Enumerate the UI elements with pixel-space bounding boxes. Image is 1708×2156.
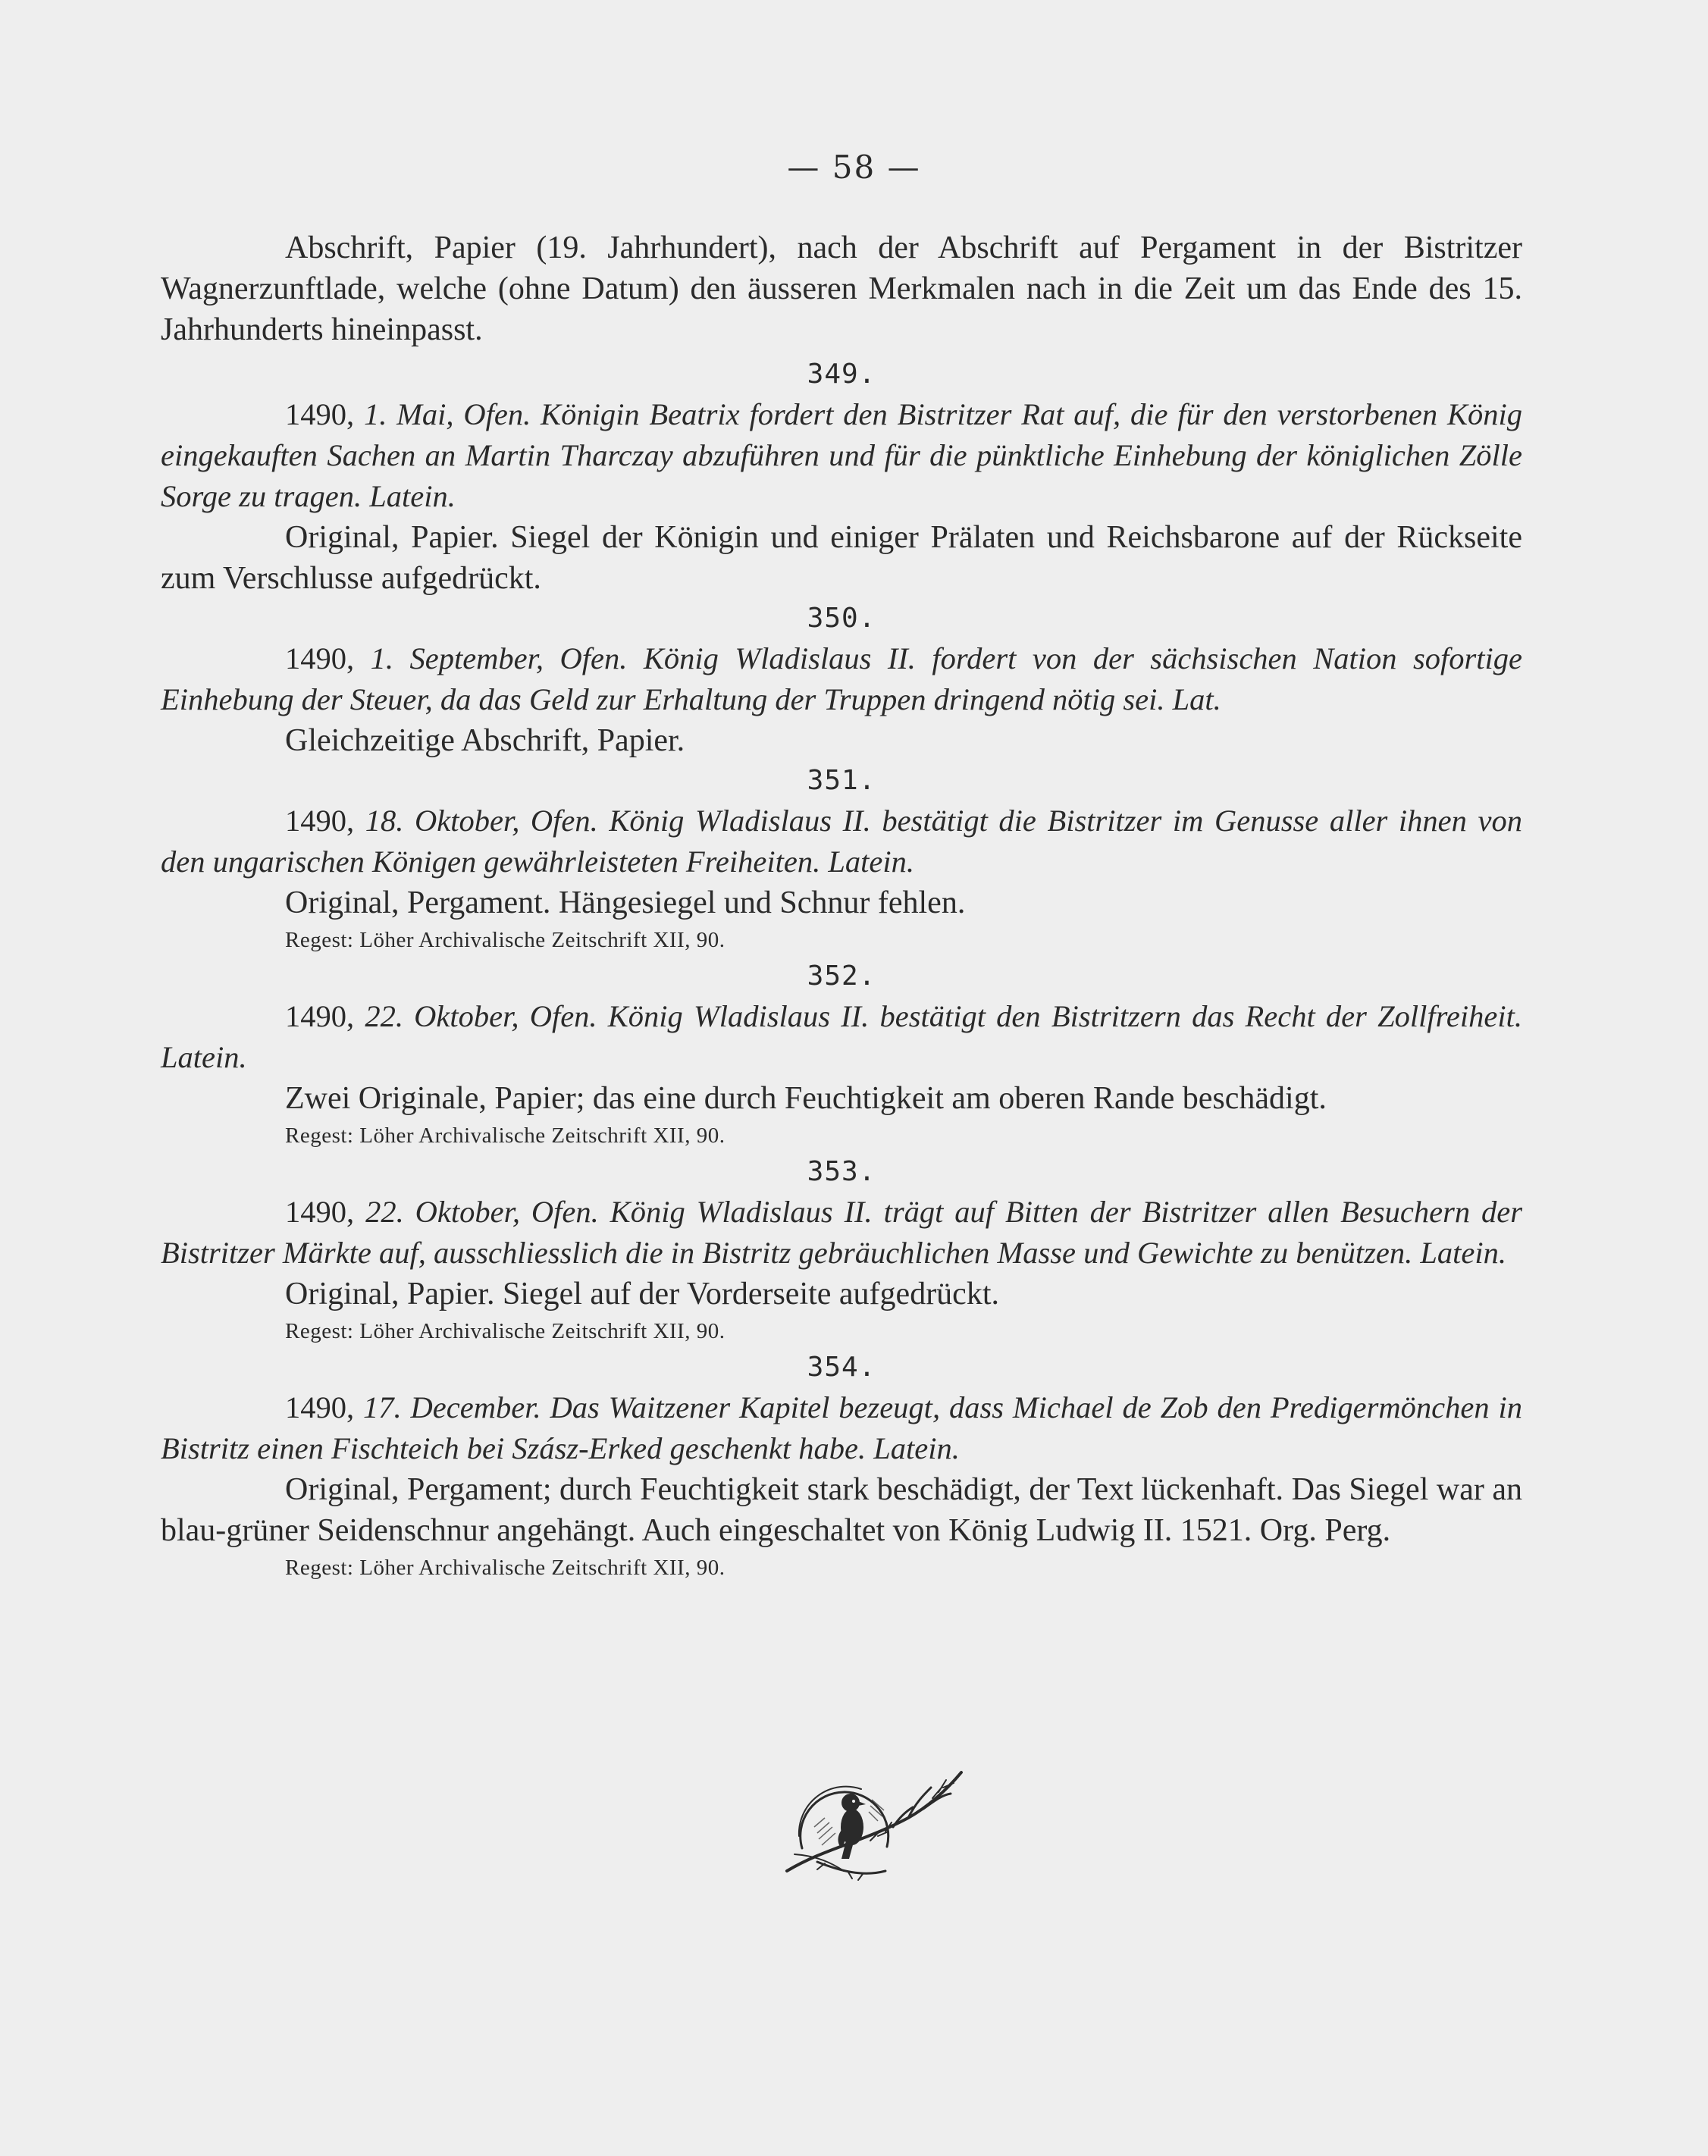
entry-summary: 18. Oktober, Ofen. König Wladislaus II. bestätigt die Bistritzer im Genusse aller ihnen von den ungarischen Königen gewährleisteten Freiheiten. Latein. — [161, 804, 1522, 879]
entry-description: Original, Pergament; durch Feuchtigkeit stark beschädigt, der Text lückenhaft. Das Siegel war an blau-grüner Seidenschnur angehängt. Auch eingeschaltet von König Ludwig II. 1521. Org. Perg. — [161, 1472, 1522, 1548]
entry-regest: Regest: Löher Archivalische Zeitschrift XII, 90. — [285, 1556, 726, 1580]
entry-number: 353. — [807, 1156, 876, 1187]
page-number: — 58 — — [787, 149, 921, 186]
entry-summary: 1. September, Ofen. König Wladislaus II. fordert von der sächsischen Nation sofortige Einhebung der Steuer, da das Geld zur Erhaltung der Truppen dringend nötig sei. Lat. — [161, 641, 1522, 716]
entry-title — [161, 1192, 1522, 1274]
entry-number: 349. — [807, 359, 876, 390]
entry-number: 351. — [807, 765, 876, 796]
entry-title — [161, 394, 1522, 517]
entry-description: Original, Papier. Siegel der Königin und einiger Prälaten und Reichsbarone auf der Rückseite zum Verschlusse aufgedrückt. — [161, 520, 1522, 596]
entry-description: Original, Pergament. Hängesiegel und Schnur fehlen. — [285, 885, 966, 920]
entry-year: 1490, — [285, 641, 355, 675]
entry-description: Original, Papier. Siegel auf der Vorderseite aufgedrückt. — [285, 1277, 999, 1311]
entry-353 — [161, 1152, 1522, 1348]
entry-350 — [161, 599, 1522, 761]
entry-summary: 22. Oktober, Ofen. König Wladislaus II. trägt auf Bitten der Bistritzer allen Besuchern der Bistritzer Märkte auf, ausschliesslich die in Bistritz gebräuchlichen Masse und Gewichte zu benützen. Latein. — [161, 1195, 1523, 1270]
entry-number: 352. — [807, 960, 876, 992]
entry-351 — [161, 761, 1522, 957]
entry-summary: 1. Mai, Ofen. Königin Beatrix fordert den Bistritzer Rat auf, die für den verstorbenen König eingekauften Sachen an Martin Tharczay abzuführen und für die pünktliche Einhebung der königlichen Zölle Sorge zu tragen. Latein. — [161, 397, 1522, 513]
text-body — [161, 227, 1522, 1584]
entry-352 — [161, 957, 1522, 1152]
entry-title — [161, 801, 1522, 882]
entry-description: Zwei Originale, Papier; das eine durch Feuchtigkeit am oberen Rande beschädigt. — [285, 1081, 1327, 1116]
entry-regest: Regest: Löher Archivalische Zeitschrift XII, 90. — [285, 928, 726, 952]
entry-number: 350. — [807, 603, 876, 634]
entry-year: 1490, — [285, 999, 355, 1033]
bird-on-branch-icon — [772, 1757, 969, 1886]
entry-year: 1490, — [285, 397, 355, 431]
entry-title — [161, 1387, 1522, 1469]
entry-354 — [161, 1348, 1522, 1584]
entry-year: 1490, — [285, 804, 355, 838]
entry-regest: Regest: Löher Archivalische Zeitschrift XII, 90. — [285, 1319, 726, 1343]
entry-year: 1490, — [285, 1195, 355, 1229]
entry-title — [161, 996, 1522, 1078]
entry-summary: 22. Oktober, Ofen. König Wladislaus II. bestätigt den Bistritzern das Recht der Zollfreiheit. Latein. — [161, 999, 1522, 1074]
entry-349 — [161, 355, 1522, 599]
entry-number: 354. — [807, 1352, 876, 1383]
entry-summary: 17. December. Das Waitzener Kapitel bezeugt, dass Michael de Zob den Predigermönchen in Bistritz einen Fischteich bei Szász-Erked geschenkt habe. Latein. — [161, 1390, 1522, 1465]
entry-description: Gleichzeitige Abschrift, Papier. — [285, 723, 685, 758]
intro-paragraph: Abschrift, Papier (19. Jahrhundert), nach der Abschrift auf Pergament in der Bistritzer Wagnerzunftlade, welche (ohne Datum) den äusseren Merkmalen nach in die Zeit um das Ende des 15. Jahrhunderts hineinpasst. — [161, 230, 1522, 347]
entry-year: 1490, — [285, 1390, 355, 1424]
entry-title — [161, 638, 1522, 720]
entry-regest: Regest: Löher Archivalische Zeitschrift XII, 90. — [285, 1123, 726, 1148]
